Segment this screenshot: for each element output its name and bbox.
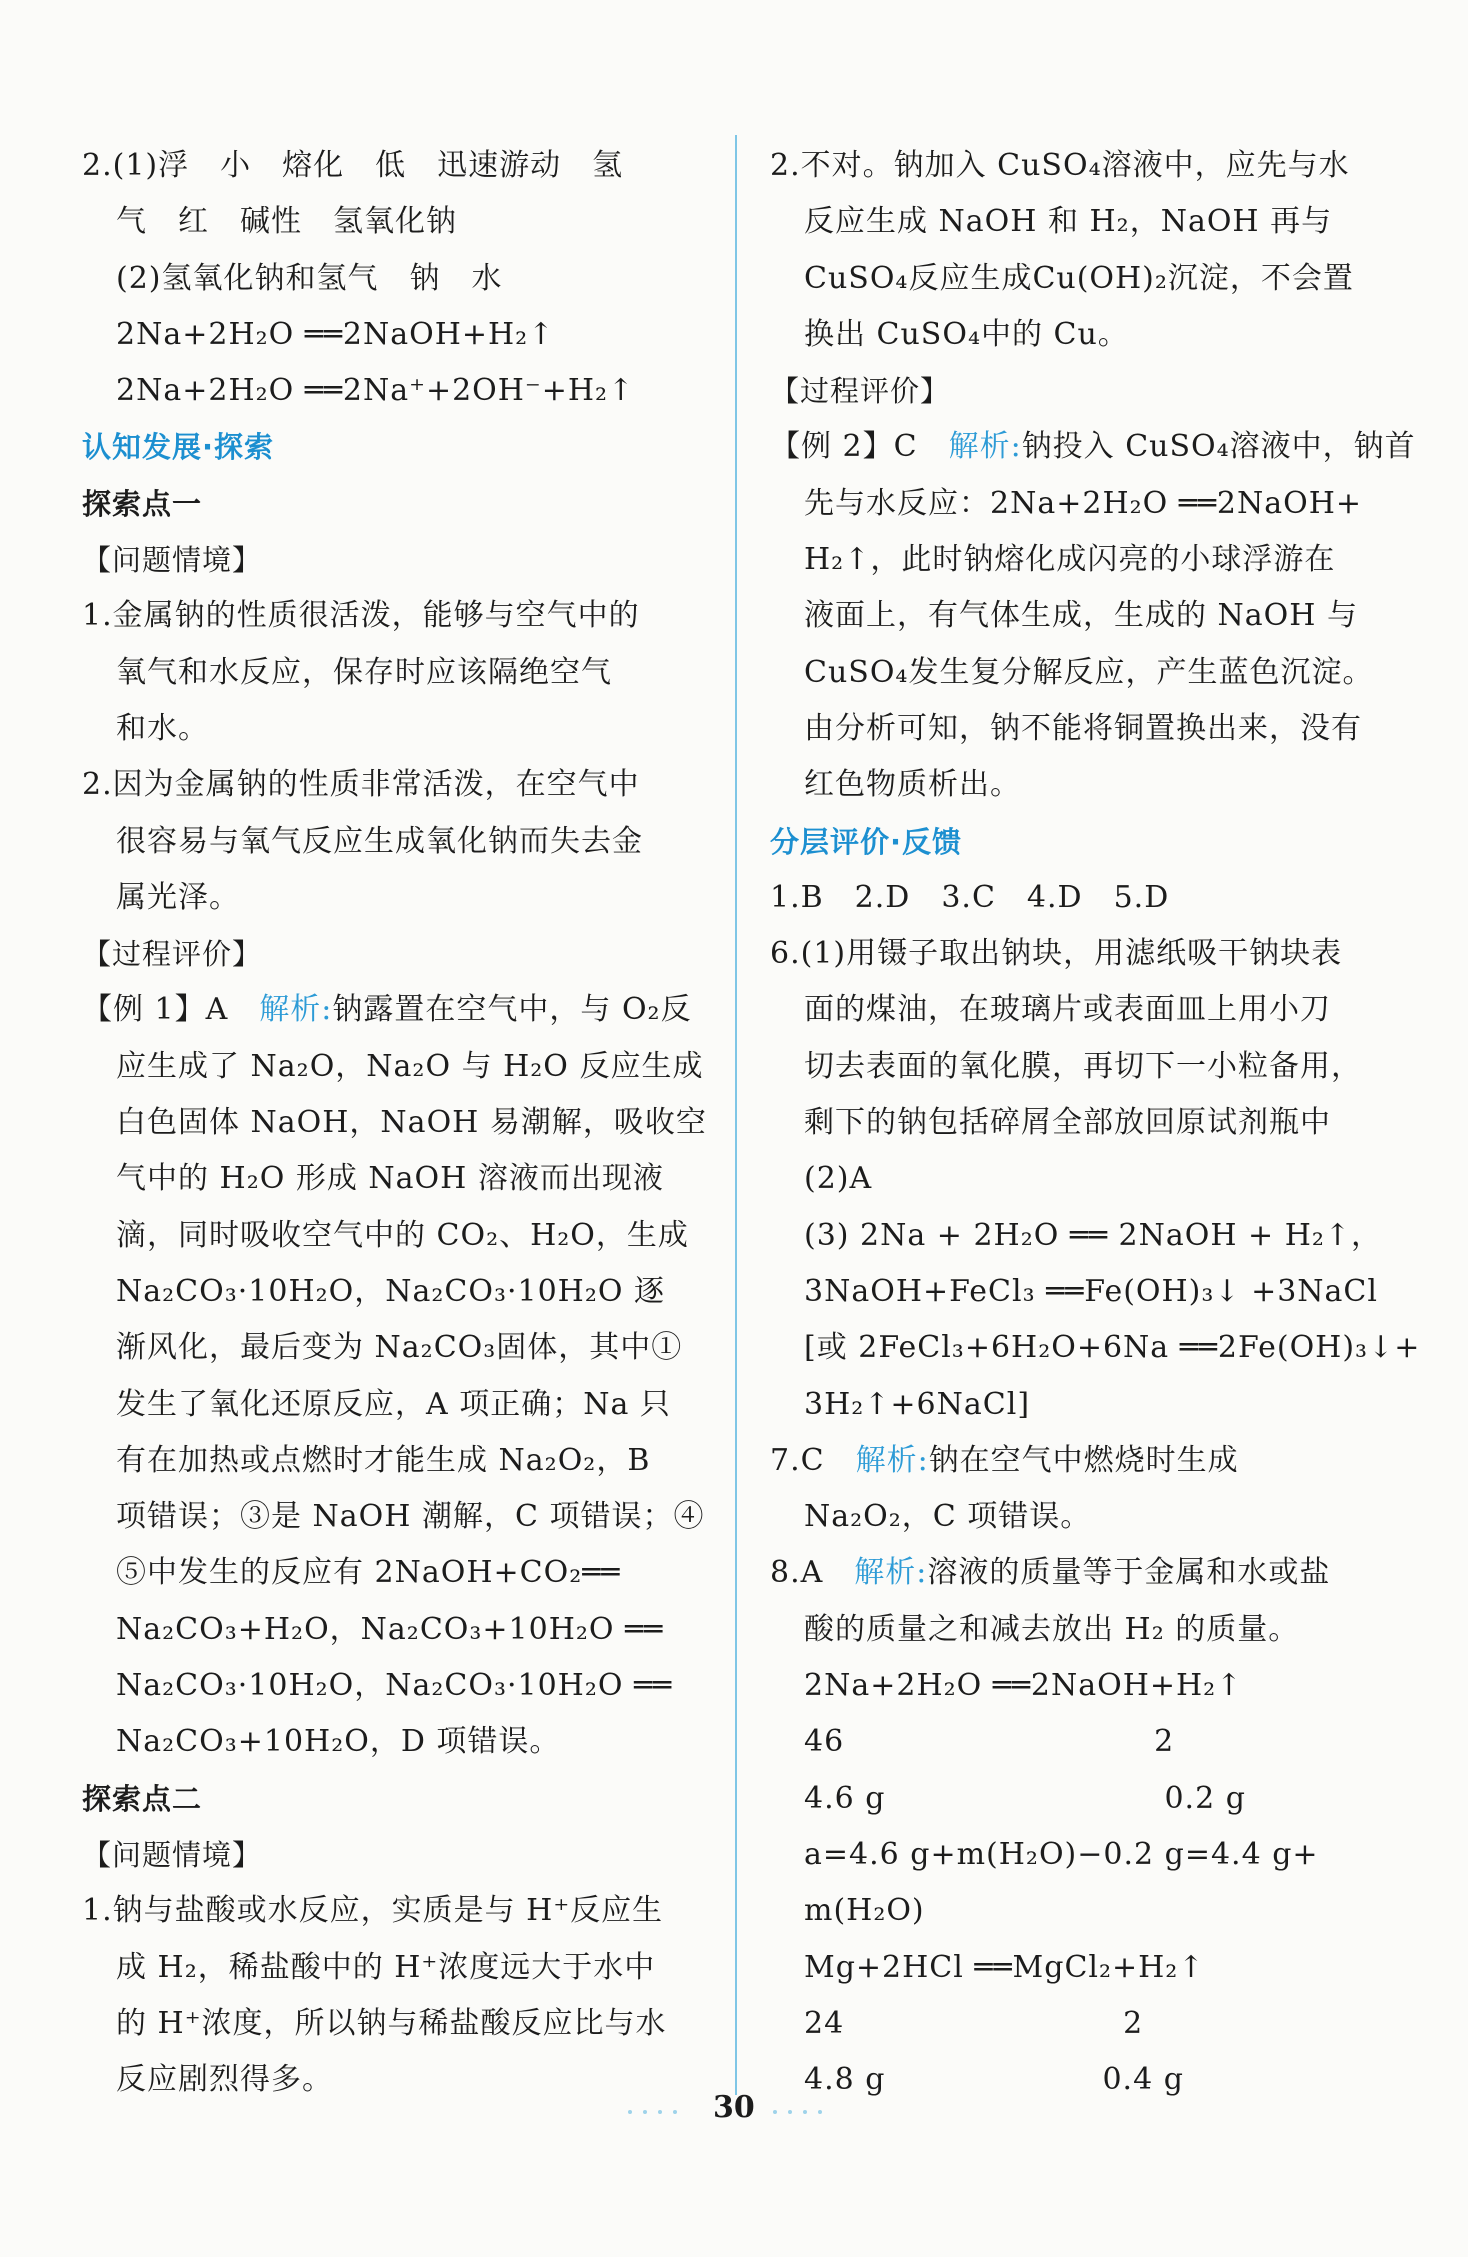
text-line bbox=[82, 363, 692, 419]
text-line bbox=[82, 1264, 692, 1320]
text-line bbox=[770, 1602, 1385, 1658]
line-text: 红色物质析出。 bbox=[804, 767, 1021, 803]
line-text: 切去表面的氧化膜，再切下一小粒备用， bbox=[804, 1048, 1362, 1084]
text-line bbox=[770, 1827, 1385, 1883]
text-line bbox=[82, 307, 692, 363]
text-line bbox=[82, 1151, 692, 1207]
line-text: 先与水反应：2Na+2H₂O ══2NaOH+ bbox=[804, 485, 1363, 521]
line-text: 2.因为金属钠的性质非常活泼，在空气中 bbox=[82, 767, 640, 803]
text-line bbox=[770, 1545, 1385, 1601]
line-text: [或 2FeCl₃+6H₂O+6Na ══2Fe(OH)₃↓+ bbox=[804, 1330, 1421, 1366]
analysis-label: 解析: bbox=[259, 992, 333, 1028]
line-text: 渐风化，最后变为 Na₂CO₃固体，其中① bbox=[116, 1330, 683, 1366]
text-line bbox=[82, 1827, 692, 1883]
text-line bbox=[82, 419, 692, 475]
text-line bbox=[770, 2052, 1385, 2108]
line-text: 有在加热或点燃时才能生成 Na₂O₂，B bbox=[116, 1442, 651, 1478]
text-line bbox=[770, 1714, 1385, 1770]
text-line bbox=[770, 251, 1385, 307]
line-text: m(H₂O) bbox=[804, 1893, 925, 1929]
line-text: Na₂CO₃+H₂O，Na₂CO₃+10H₂O ══ bbox=[116, 1611, 664, 1647]
line-text: (2)氢氧化钠和氢气 钠 水 bbox=[116, 260, 503, 296]
text-line bbox=[82, 1320, 692, 1376]
text-line bbox=[82, 1658, 692, 1714]
text-line bbox=[82, 194, 692, 250]
text-line bbox=[82, 1208, 692, 1264]
text-line bbox=[82, 1039, 704, 1095]
text-line bbox=[82, 2052, 692, 2108]
text-line bbox=[82, 588, 692, 644]
line-text: 探索点二 bbox=[82, 1781, 203, 1816]
text-line bbox=[770, 419, 1416, 475]
text-line bbox=[82, 1602, 692, 1658]
text-line bbox=[770, 1658, 1385, 1714]
text-line bbox=[82, 926, 692, 982]
line-text: 氧气和水反应，保存时应该隔绝空气 bbox=[116, 654, 612, 690]
line-text: 白色固体 NaOH，NaOH 易潮解，吸收空 bbox=[116, 1105, 707, 1141]
line-text: Na₂CO₃+10H₂O，D 项错误。 bbox=[116, 1724, 561, 1760]
line-text: 属光泽。 bbox=[116, 879, 240, 915]
line-text: H₂↑，此时钠熔化成闪亮的小球浮游在 bbox=[804, 542, 1336, 578]
line-text: 1.金属钠的性质很活泼，能够与空气中的 bbox=[82, 598, 640, 634]
analysis-label: 解析: bbox=[855, 1442, 929, 1478]
analysis-label: 解析: bbox=[854, 1555, 928, 1591]
analysis-label: 解析: bbox=[948, 429, 1022, 465]
text-line bbox=[82, 1940, 692, 1996]
text-line bbox=[770, 1883, 1385, 1939]
line-text: 1.钠与盐酸或水反应，实质是与 H⁺反应生 bbox=[82, 1893, 664, 1929]
text-line bbox=[82, 1771, 692, 1827]
line-text: (3) 2Na + 2H₂O ══ 2NaOH + H₂↑， bbox=[804, 1217, 1383, 1253]
text-line bbox=[82, 814, 692, 870]
text-line bbox=[82, 1095, 707, 1151]
page-number-ornament-right bbox=[765, 2108, 835, 2116]
line-text: 和水。 bbox=[116, 710, 209, 746]
line-text: 2Na+2H₂O ══2NaOH+H₂↑ bbox=[804, 1668, 1243, 1704]
line-text: 2Na+2H₂O ══2NaOH+H₂↑ bbox=[116, 316, 555, 352]
text-line bbox=[770, 926, 1385, 982]
text-line bbox=[770, 1095, 1385, 1151]
text-line bbox=[770, 1996, 1385, 2052]
line-text: 面的煤油，在玻璃片或表面皿上用小刀 bbox=[804, 992, 1331, 1028]
line-text: 6.(1)用镊子取出钠块，用滤纸吸干钠块表 bbox=[770, 936, 1343, 972]
line-text: 反应生成 NaOH 和 H₂，NaOH 再与 bbox=[804, 204, 1333, 240]
text-line bbox=[770, 1940, 1385, 1996]
text-line bbox=[770, 363, 1385, 419]
line-text: 气中的 H₂O 形成 NaOH 溶液而出现液 bbox=[116, 1161, 664, 1197]
text-line bbox=[82, 1883, 692, 1939]
line-text: CuSO₄反应生成Cu(OH)₂沉淀，不会置 bbox=[804, 260, 1354, 296]
text-line bbox=[82, 645, 692, 701]
text-line bbox=[770, 1151, 1385, 1207]
line-text: 3NaOH+FeCl₃ ══Fe(OH)₃↓ +3NaCl bbox=[804, 1273, 1378, 1309]
line-text: Na₂CO₃·10H₂O，Na₂CO₃·10H₂O ══ bbox=[116, 1668, 673, 1704]
text-line bbox=[770, 307, 1385, 363]
text-line bbox=[770, 1377, 1385, 1433]
line-text: 剩下的钠包括碎屑全部放回原试剂瓶中 bbox=[804, 1105, 1331, 1141]
line-text: 【例 2】C bbox=[770, 429, 949, 465]
text-line bbox=[770, 1489, 1385, 1545]
line-text: 2.不对。钠加入 CuSO₄溶液中，应先与水 bbox=[770, 148, 1350, 183]
text-line bbox=[82, 982, 692, 1038]
text-line bbox=[82, 476, 692, 532]
text-line bbox=[770, 1771, 1385, 1827]
line-text: 3H₂↑+6NaCl] bbox=[804, 1386, 1031, 1422]
line-text: 很容易与氧气反应生成氧化钠而失去金 bbox=[116, 823, 643, 859]
line-text: 1.B 2.D 3.C 4.D 5.D bbox=[770, 879, 1170, 915]
line-text: a=4.6 g+m(H₂O)−0.2 g=4.4 g+ bbox=[804, 1836, 1319, 1872]
right-column bbox=[770, 138, 1421, 2108]
text-line bbox=[770, 532, 1385, 588]
text-line bbox=[770, 982, 1385, 1038]
text-line bbox=[82, 757, 692, 813]
text-line bbox=[770, 870, 1385, 926]
line-text: 液面上，有气体生成，生成的 NaOH 与 bbox=[804, 598, 1358, 634]
text-line bbox=[770, 757, 1385, 813]
text-line bbox=[82, 138, 692, 194]
page-number-ornament-left bbox=[620, 2108, 690, 2116]
text-line bbox=[770, 476, 1385, 532]
line-text: 换出 CuSO₄中的 Cu。 bbox=[804, 316, 1129, 352]
text-line bbox=[770, 645, 1385, 701]
text-line bbox=[770, 1208, 1385, 1264]
line-text: 反应剧烈得多。 bbox=[116, 2062, 333, 2098]
text-line bbox=[82, 1377, 692, 1433]
line-text: (2)A bbox=[804, 1161, 873, 1197]
line-text: 的 H⁺浓度，所以钠与稀盐酸反应比与水 bbox=[116, 2005, 667, 2041]
text-line bbox=[82, 701, 692, 757]
line-text: Na₂CO₃·10H₂O，Na₂CO₃·10H₂O 逐 bbox=[116, 1273, 665, 1309]
line-text: Mg+2HCl ══MgCl₂+H₂↑ bbox=[804, 1949, 1205, 1985]
analysis-text: 钠露置在空气中，与 O₂反 bbox=[332, 992, 692, 1028]
line-text: 4.8 g 0.4 g bbox=[804, 2062, 1184, 2098]
text-line bbox=[770, 138, 1385, 194]
page-number: 30 bbox=[713, 2090, 755, 2125]
line-text: 成 H₂，稀盐酸中的 H⁺浓度远大于水中 bbox=[116, 1949, 656, 1985]
line-text: 4.6 g 0.2 g bbox=[804, 1780, 1246, 1816]
line-text: 由分析可知，钠不能将铜置换出来，没有 bbox=[804, 710, 1362, 746]
text-line bbox=[770, 814, 1385, 870]
text-line bbox=[82, 1489, 705, 1545]
analysis-text: 溶液的质量等于金属和水或盐 bbox=[927, 1555, 1331, 1591]
text-line bbox=[770, 194, 1385, 250]
line-text: 46 2 bbox=[804, 1724, 1175, 1760]
text-line bbox=[770, 588, 1385, 644]
line-text: 2Na+2H₂O ══2Na⁺+2OH⁻+H₂↑ bbox=[116, 373, 635, 409]
left-column bbox=[82, 138, 707, 2108]
text-line bbox=[770, 1433, 1385, 1489]
line-text: CuSO₄发生复分解反应，产生蓝色沉淀。 bbox=[804, 654, 1374, 690]
line-text: 7.C bbox=[770, 1442, 856, 1478]
line-text: 应生成了 Na₂O，Na₂O 与 H₂O 反应生成 bbox=[116, 1048, 704, 1084]
text-line bbox=[82, 1996, 692, 2052]
line-text: 8.A bbox=[770, 1555, 855, 1591]
line-text: 【过程评价】 bbox=[82, 937, 263, 972]
text-line bbox=[770, 1264, 1385, 1320]
line-text: 探索点一 bbox=[82, 486, 203, 521]
line-text: 酸的质量之和减去放出 H₂ 的质量。 bbox=[804, 1611, 1300, 1647]
text-line bbox=[82, 1714, 692, 1770]
line-text: 分层评价·反馈 bbox=[770, 824, 963, 859]
line-text: 【例 1】A bbox=[82, 992, 260, 1028]
line-text: 认知发展·探索 bbox=[82, 430, 275, 465]
line-text: 滴，同时吸收空气中的 CO₂、H₂O，生成 bbox=[116, 1217, 689, 1253]
text-line bbox=[770, 1320, 1421, 1376]
line-text: 【问题情境】 bbox=[82, 1837, 263, 1872]
line-text: 24 2 bbox=[804, 2005, 1144, 2041]
line-text: 发生了氧化还原反应，A 项正确；Na 只 bbox=[116, 1386, 671, 1422]
text-line bbox=[770, 701, 1385, 757]
line-text: 2.(1)浮 小 熔化 低 迅速游动 氢 bbox=[82, 148, 624, 183]
text-line bbox=[82, 1545, 692, 1601]
column-divider bbox=[735, 135, 737, 2095]
text-line bbox=[82, 1433, 692, 1489]
line-text: 项错误；③是 NaOH 潮解，C 项错误；④ bbox=[116, 1499, 705, 1535]
line-text: 【问题情境】 bbox=[82, 543, 263, 578]
line-text: 【过程评价】 bbox=[770, 374, 951, 409]
text-line bbox=[770, 1039, 1385, 1095]
text-line bbox=[82, 532, 692, 588]
analysis-text: 钠在空气中燃烧时生成 bbox=[928, 1442, 1239, 1478]
analysis-text: 钠投入 CuSO₄溶液中，钠首 bbox=[1021, 429, 1416, 465]
line-text: 气 红 碱性 氢氧化钠 bbox=[116, 204, 457, 240]
text-line bbox=[82, 251, 692, 307]
line-text: ⑤中发生的反应有 2NaOH+CO₂══ bbox=[116, 1555, 621, 1591]
line-text: Na₂O₂，C 项错误。 bbox=[804, 1499, 1092, 1535]
text-line bbox=[82, 870, 692, 926]
